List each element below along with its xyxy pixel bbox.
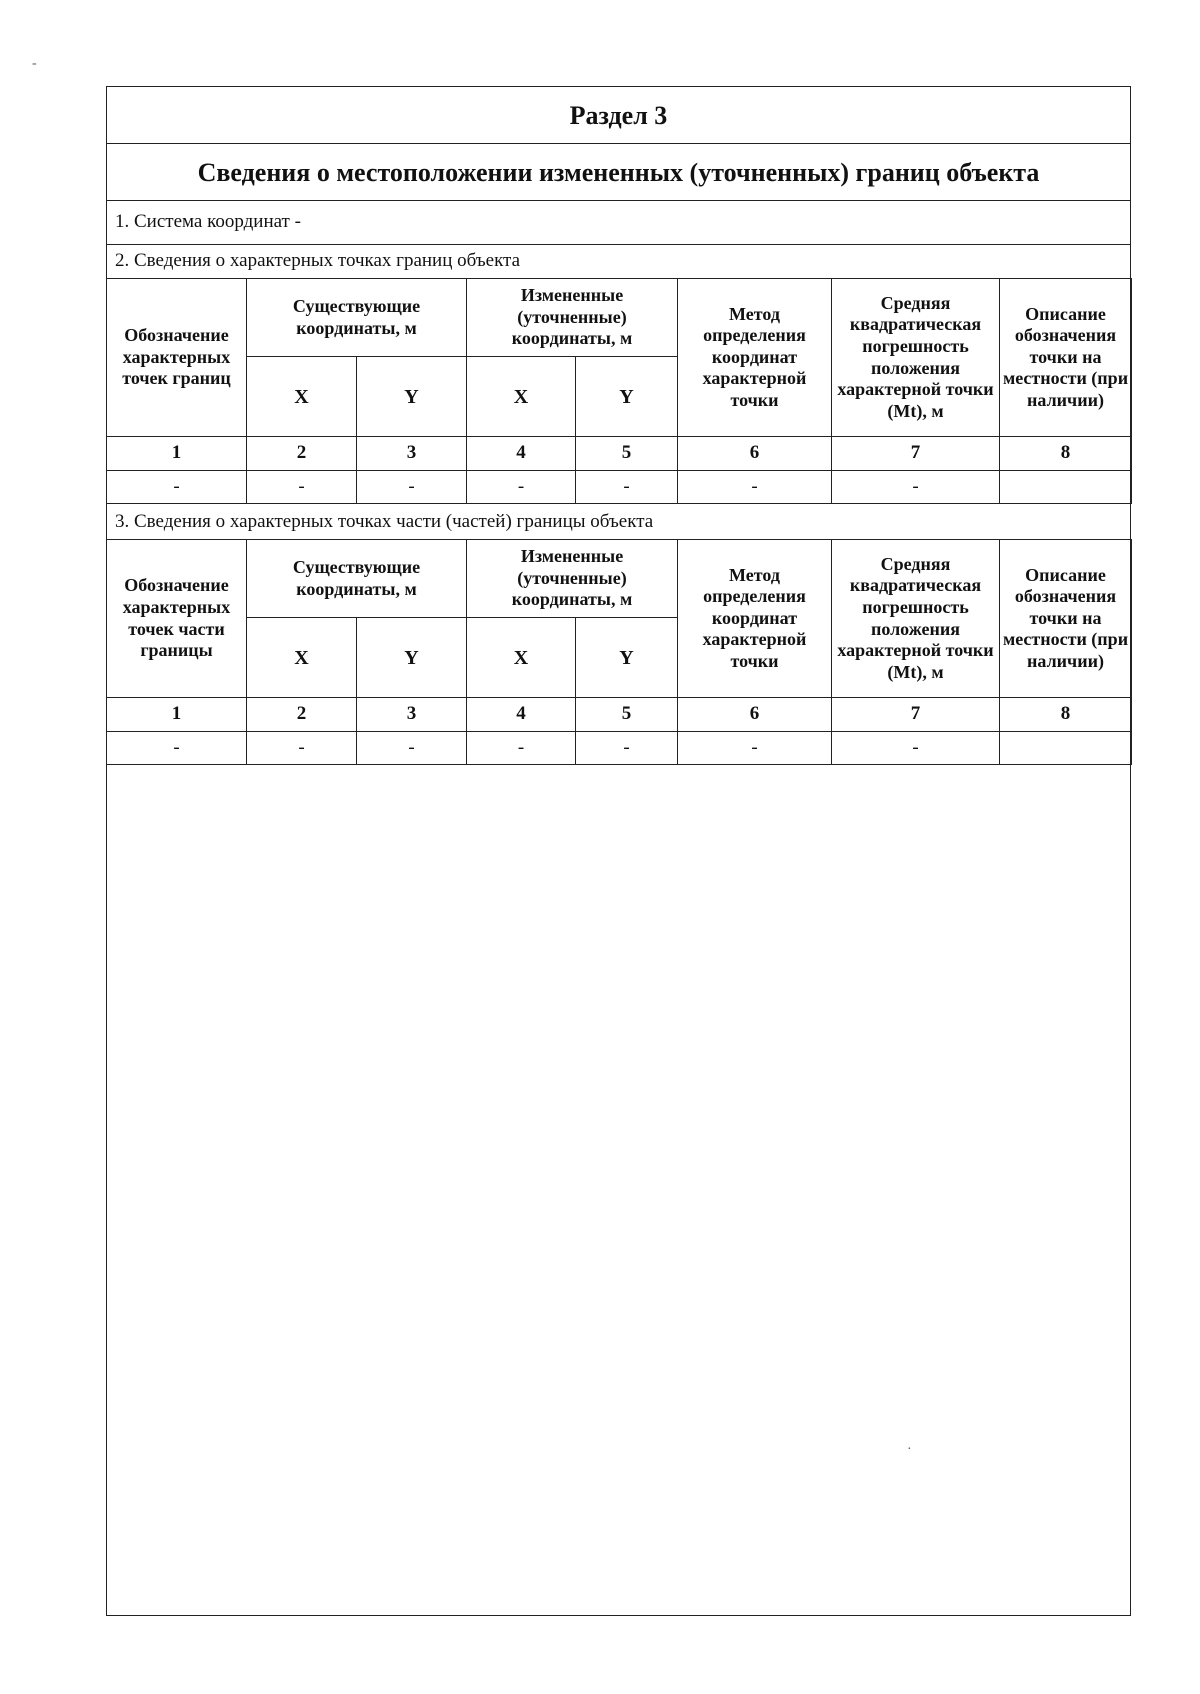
column-number: 8 xyxy=(1000,437,1132,471)
section3-label: 3. Сведения о характерных точках части (частей) границы объекта xyxy=(107,506,1130,540)
table-cell: - xyxy=(832,732,1000,765)
coordinate-system-line: 1. Система координат - xyxy=(107,201,1130,245)
column-number: 7 xyxy=(832,437,1000,471)
header-mean-error: Средняя квадратическая погрешность положения характерной точки (Mt), м xyxy=(832,540,1000,698)
table-cell: - xyxy=(247,732,357,765)
table-cell: - xyxy=(107,732,247,765)
column-number-row xyxy=(107,437,1132,471)
column-number: 4 xyxy=(467,698,576,732)
section2-label: 2. Сведения о характерных точках границ объекта xyxy=(107,245,1130,279)
table-cell: - xyxy=(576,732,678,765)
table-cell: - xyxy=(467,471,576,504)
header-designation: Обозначение характерных точек границ xyxy=(107,279,247,437)
header-y-changed: Y xyxy=(576,618,678,698)
column-number: 1 xyxy=(107,437,247,471)
column-number: 6 xyxy=(678,698,832,732)
header-changed-coordinates: Измененные (уточненные) координаты, м xyxy=(467,279,678,357)
header-designation: Обозначение характерных точек части границы xyxy=(107,540,247,698)
table-cell: - xyxy=(678,732,832,765)
table-cell: - xyxy=(576,471,678,504)
section-frame xyxy=(106,86,1131,1616)
column-number: 7 xyxy=(832,698,1000,732)
header-x-changed: X xyxy=(467,357,576,437)
part-boundary-points-table xyxy=(106,539,1132,765)
header-y-existing: Y xyxy=(357,618,467,698)
scan-speck: · xyxy=(907,1442,912,1457)
table-cell xyxy=(1000,732,1132,765)
header-description: Описание обозначения точки на местности (при наличии) xyxy=(1000,540,1132,698)
document-title: Сведения о местоположении измененных (уточненных) границ объекта xyxy=(107,144,1130,201)
header-existing-coordinates: Существующие координаты, м xyxy=(247,279,467,357)
table-cell: - xyxy=(357,471,467,504)
boundary-points-table xyxy=(106,278,1132,504)
header-y-changed: Y xyxy=(576,357,678,437)
column-number: 4 xyxy=(467,437,576,471)
column-number: 6 xyxy=(678,437,832,471)
section-title: Раздел 3 xyxy=(107,87,1130,144)
table-row xyxy=(107,471,1132,504)
table-cell: - xyxy=(832,471,1000,504)
header-description: Описание обозначения точки на местности (при наличии) xyxy=(1000,279,1132,437)
table-cell: - xyxy=(467,732,576,765)
table-cell: - xyxy=(247,471,357,504)
table-cell: - xyxy=(107,471,247,504)
column-number: 3 xyxy=(357,437,467,471)
scan-speck: - xyxy=(32,56,37,71)
header-method: Метод определения координат характерной точки xyxy=(678,279,832,437)
table-cell xyxy=(1000,471,1132,504)
header-existing-coordinates: Существующие координаты, м xyxy=(247,540,467,618)
header-y-existing: Y xyxy=(357,357,467,437)
table-cell: - xyxy=(357,732,467,765)
column-number: 3 xyxy=(357,698,467,732)
header-mean-error: Средняя квадратическая погрешность положения характерной точки (Mt), м xyxy=(832,279,1000,437)
column-number: 5 xyxy=(576,698,678,732)
column-number: 2 xyxy=(247,437,357,471)
header-x-existing: X xyxy=(247,618,357,698)
header-method: Метод определения координат характерной точки xyxy=(678,540,832,698)
column-number-row xyxy=(107,698,1132,732)
table-cell: - xyxy=(678,471,832,504)
header-x-existing: X xyxy=(247,357,357,437)
header-x-changed: X xyxy=(467,618,576,698)
column-number: 1 xyxy=(107,698,247,732)
column-number: 5 xyxy=(576,437,678,471)
column-number: 2 xyxy=(247,698,357,732)
table-row xyxy=(107,732,1132,765)
header-changed-coordinates: Измененные (уточненные) координаты, м xyxy=(467,540,678,618)
column-number: 8 xyxy=(1000,698,1132,732)
